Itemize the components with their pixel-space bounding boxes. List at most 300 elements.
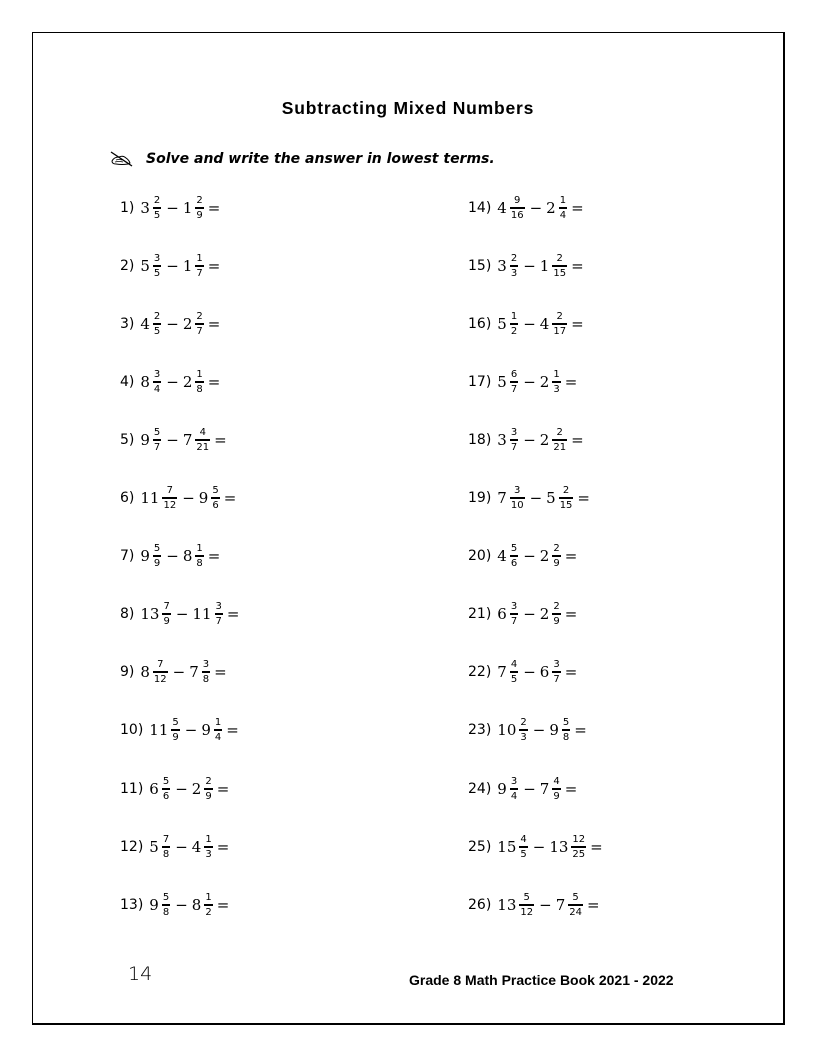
numerator: 5 bbox=[510, 543, 518, 554]
subtrahend-whole: 8 bbox=[182, 547, 193, 565]
fraction-bar bbox=[195, 207, 203, 209]
denominator: 25 bbox=[572, 849, 586, 860]
minuend-fraction bbox=[510, 427, 518, 453]
minuend-whole: 5 bbox=[497, 315, 507, 333]
minuend-fraction bbox=[162, 892, 170, 918]
minus-sign: − bbox=[166, 199, 179, 217]
subtrahend-whole: 7 bbox=[189, 663, 199, 681]
fraction-bar bbox=[552, 439, 567, 441]
numerator: 5 bbox=[162, 776, 170, 787]
denominator: 8 bbox=[196, 384, 203, 395]
fraction-bar bbox=[568, 904, 583, 906]
equals-sign: = bbox=[564, 373, 578, 391]
denominator: 9 bbox=[196, 210, 203, 221]
denominator: 8 bbox=[162, 849, 170, 860]
minus-sign: − bbox=[523, 315, 536, 333]
minuend-fraction bbox=[153, 659, 168, 685]
denominator: 7 bbox=[196, 268, 203, 279]
denominator: 3 bbox=[205, 849, 212, 860]
fraction-bar bbox=[153, 265, 161, 267]
minuend-fraction bbox=[153, 253, 161, 279]
numerator: 2 bbox=[556, 253, 563, 264]
problem-number: 26) bbox=[468, 897, 492, 913]
problem-12 bbox=[120, 827, 229, 867]
minuend-fraction bbox=[153, 543, 161, 569]
problem-19 bbox=[468, 478, 590, 518]
denominator: 12 bbox=[520, 907, 534, 918]
minus-sign: − bbox=[532, 838, 546, 856]
denominator: 2 bbox=[510, 326, 518, 337]
equals-sign: = bbox=[226, 721, 239, 739]
minus-sign: − bbox=[529, 489, 543, 507]
problem-number: 9) bbox=[120, 664, 135, 680]
numerator: 3 bbox=[215, 601, 222, 612]
equals-sign: = bbox=[207, 257, 221, 275]
fraction-bar bbox=[195, 555, 203, 557]
minus-sign: − bbox=[532, 721, 546, 739]
numerator: 2 bbox=[556, 427, 563, 438]
problem-number: 15) bbox=[468, 258, 492, 274]
problem-17 bbox=[468, 362, 577, 402]
problem-15 bbox=[468, 246, 584, 286]
numerator: 3 bbox=[153, 253, 161, 264]
problem-number: 23) bbox=[468, 722, 492, 738]
fraction-bar bbox=[211, 497, 219, 499]
problem-number: 22) bbox=[468, 664, 492, 680]
problem-9 bbox=[120, 652, 227, 692]
denominator: 4 bbox=[214, 732, 222, 743]
fraction-bar bbox=[552, 555, 560, 557]
fraction-bar bbox=[204, 904, 212, 906]
minus-sign: − bbox=[175, 896, 188, 914]
page-number: 14 bbox=[128, 963, 153, 985]
fraction-bar bbox=[552, 788, 560, 790]
minuend-fraction bbox=[510, 195, 525, 221]
minuend-fraction bbox=[510, 601, 518, 627]
equals-sign: = bbox=[564, 547, 578, 565]
problem-5 bbox=[120, 420, 227, 460]
page-border bbox=[32, 32, 785, 1025]
problem-number: 10) bbox=[120, 722, 144, 738]
minuend-whole: 3 bbox=[497, 257, 507, 275]
minuend-fraction bbox=[510, 369, 518, 395]
problem-number: 18) bbox=[468, 432, 492, 448]
equals-sign: = bbox=[214, 663, 227, 681]
instruction bbox=[108, 149, 495, 169]
subtrahend-fraction bbox=[214, 717, 222, 743]
numerator: 2 bbox=[553, 543, 560, 554]
problem-number: 16) bbox=[468, 316, 492, 332]
fraction-bar bbox=[571, 846, 586, 848]
subtrahend-fraction bbox=[552, 369, 560, 395]
numerator: 5 bbox=[162, 892, 170, 903]
problem-18 bbox=[468, 420, 584, 460]
denominator: 3 bbox=[553, 384, 560, 395]
problem-number: 13) bbox=[120, 897, 144, 913]
equals-sign: = bbox=[571, 199, 584, 217]
subtrahend-fraction bbox=[195, 195, 203, 221]
problem-14 bbox=[468, 188, 584, 228]
denominator: 9 bbox=[153, 558, 161, 569]
denominator: 4 bbox=[153, 384, 161, 395]
minuend-fraction bbox=[162, 834, 170, 860]
numerator: 7 bbox=[166, 485, 174, 496]
denominator: 17 bbox=[553, 326, 567, 337]
minus-sign: − bbox=[166, 257, 179, 275]
minus-sign: − bbox=[182, 489, 195, 507]
problem-number: 5) bbox=[120, 432, 135, 448]
minuend-whole: 9 bbox=[140, 431, 150, 449]
minuend-whole: 3 bbox=[140, 199, 150, 217]
denominator: 9 bbox=[163, 616, 170, 627]
minuend-fraction bbox=[171, 717, 179, 743]
denominator: 6 bbox=[510, 558, 518, 569]
denominator: 15 bbox=[553, 268, 567, 279]
numerator: 5 bbox=[212, 485, 219, 496]
numerator: 7 bbox=[157, 659, 164, 670]
equals-sign: = bbox=[216, 838, 230, 856]
fraction-bar bbox=[214, 729, 222, 731]
fraction-bar bbox=[195, 265, 203, 267]
subtrahend-whole: 8 bbox=[191, 896, 202, 914]
numerator: 3 bbox=[510, 776, 518, 787]
numerator: 2 bbox=[553, 601, 560, 612]
minuend-whole: 7 bbox=[497, 489, 507, 507]
denominator: 4 bbox=[559, 210, 567, 221]
minuend-whole: 11 bbox=[140, 489, 160, 507]
problem-1 bbox=[120, 188, 220, 228]
subtrahend-whole: 1 bbox=[539, 257, 550, 275]
subtrahend-fraction bbox=[195, 427, 210, 453]
denominator: 8 bbox=[202, 674, 210, 685]
minuend-whole: 11 bbox=[149, 721, 169, 739]
minus-sign: − bbox=[539, 896, 552, 914]
subtrahend-fraction bbox=[195, 543, 203, 569]
fraction-bar bbox=[153, 381, 161, 383]
minuend-whole: 4 bbox=[497, 547, 507, 565]
minuend-whole: 9 bbox=[140, 547, 150, 565]
minuend-whole: 9 bbox=[497, 780, 507, 798]
subtrahend-fraction bbox=[552, 253, 567, 279]
numerator: 5 bbox=[172, 717, 179, 728]
subtrahend-fraction bbox=[195, 253, 203, 279]
minuend-fraction bbox=[162, 485, 177, 511]
denominator: 7 bbox=[196, 326, 203, 337]
subtrahend-whole: 9 bbox=[549, 721, 559, 739]
minuend-fraction bbox=[510, 311, 518, 337]
equals-sign: = bbox=[223, 489, 237, 507]
equals-sign: = bbox=[564, 605, 578, 623]
problem-number: 25) bbox=[468, 839, 492, 855]
numerator: 1 bbox=[214, 717, 222, 728]
minuend-fraction bbox=[153, 427, 161, 453]
subtrahend-fraction bbox=[559, 195, 567, 221]
problem-number: 6) bbox=[120, 490, 135, 506]
subtrahend-whole: 1 bbox=[182, 199, 193, 217]
minuend-whole: 4 bbox=[497, 199, 507, 217]
subtrahend-fraction bbox=[552, 776, 560, 802]
fraction-bar bbox=[510, 323, 518, 325]
subtrahend-fraction bbox=[204, 892, 212, 918]
problem-number: 21) bbox=[468, 606, 492, 622]
minuend-fraction bbox=[510, 543, 518, 569]
denominator: 12 bbox=[163, 500, 177, 511]
equals-sign: = bbox=[216, 896, 230, 914]
denominator: 9 bbox=[553, 558, 560, 569]
numerator: 5 bbox=[523, 892, 530, 903]
problem-number: 12) bbox=[120, 839, 144, 855]
fraction-bar bbox=[510, 207, 525, 209]
equals-sign: = bbox=[564, 663, 578, 681]
minuend-fraction bbox=[519, 717, 527, 743]
denominator: 16 bbox=[510, 210, 524, 221]
numerator: 3 bbox=[510, 601, 518, 612]
denominator: 6 bbox=[212, 500, 219, 511]
subtrahend-fraction bbox=[195, 311, 203, 337]
problem-6 bbox=[120, 478, 236, 518]
denominator: 15 bbox=[559, 500, 573, 511]
fraction-bar bbox=[552, 381, 560, 383]
instruction-text: Solve and write the answer in lowest terms. bbox=[146, 151, 495, 167]
numerator: 5 bbox=[153, 427, 161, 438]
numerator: 2 bbox=[510, 253, 518, 264]
subtrahend-fraction bbox=[204, 834, 212, 860]
subtrahend-whole: 4 bbox=[539, 315, 550, 333]
subtrahend-whole: 2 bbox=[539, 605, 550, 623]
denominator: 5 bbox=[510, 674, 518, 685]
subtrahend-whole: 2 bbox=[191, 780, 202, 798]
minus-sign: − bbox=[523, 780, 536, 798]
problem-number: 1) bbox=[120, 200, 135, 216]
numerator: 5 bbox=[572, 892, 579, 903]
problem-21 bbox=[468, 594, 577, 634]
numerator: 6 bbox=[510, 369, 518, 380]
numerator: 1 bbox=[196, 543, 203, 554]
minus-sign: − bbox=[175, 838, 188, 856]
fraction-bar bbox=[559, 207, 567, 209]
minuend-whole: 6 bbox=[497, 605, 507, 623]
problem-number: 14) bbox=[468, 200, 492, 216]
fraction-bar bbox=[162, 497, 177, 499]
fraction-bar bbox=[510, 497, 525, 499]
equals-sign: = bbox=[207, 373, 221, 391]
minuend-whole: 5 bbox=[140, 257, 150, 275]
numerator: 3 bbox=[553, 659, 560, 670]
numerator: 1 bbox=[559, 195, 567, 206]
minuend-whole: 8 bbox=[140, 373, 150, 391]
numerator: 3 bbox=[514, 485, 521, 496]
subtrahend-fraction bbox=[562, 717, 570, 743]
minuend-fraction bbox=[510, 659, 518, 685]
minus-sign: − bbox=[166, 431, 179, 449]
subtrahend-whole: 2 bbox=[182, 373, 193, 391]
fraction-bar bbox=[162, 846, 170, 848]
denominator: 6 bbox=[162, 791, 170, 802]
numerator: 2 bbox=[205, 776, 212, 787]
fraction-bar bbox=[204, 788, 212, 790]
fraction-bar bbox=[153, 323, 161, 325]
fraction-bar bbox=[153, 671, 168, 673]
minuend-fraction bbox=[510, 253, 518, 279]
subtrahend-whole: 11 bbox=[192, 605, 212, 623]
minuend-whole: 13 bbox=[140, 605, 160, 623]
equals-sign: = bbox=[571, 257, 584, 275]
subtrahend-whole: 9 bbox=[198, 489, 209, 507]
fraction-bar bbox=[510, 788, 518, 790]
denominator: 3 bbox=[510, 268, 518, 279]
fraction-bar bbox=[519, 846, 527, 848]
denominator: 8 bbox=[196, 558, 203, 569]
numerator: 7 bbox=[163, 601, 170, 612]
denominator: 9 bbox=[553, 791, 560, 802]
minuend-whole: 15 bbox=[497, 838, 517, 856]
problem-20 bbox=[468, 536, 577, 576]
numerator: 4 bbox=[553, 776, 560, 787]
fraction-bar bbox=[171, 729, 179, 731]
problem-number: 11) bbox=[120, 781, 144, 797]
denominator: 7 bbox=[553, 674, 560, 685]
fraction-bar bbox=[552, 671, 560, 673]
footer-book-title: Grade 8 Math Practice Book 2021 - 2022 bbox=[409, 972, 674, 988]
fraction-bar bbox=[162, 613, 170, 615]
fraction-bar bbox=[510, 439, 518, 441]
minuend-whole: 6 bbox=[149, 780, 159, 798]
equals-sign: = bbox=[214, 431, 227, 449]
fraction-bar bbox=[552, 323, 567, 325]
numerator: 2 bbox=[196, 311, 203, 322]
subtrahend-fraction bbox=[552, 543, 560, 569]
minuend-fraction bbox=[153, 311, 161, 337]
subtrahend-fraction bbox=[202, 659, 210, 685]
denominator: 24 bbox=[569, 907, 582, 918]
denominator: 21 bbox=[553, 442, 567, 453]
minuend-whole: 3 bbox=[497, 431, 507, 449]
minuend-whole: 5 bbox=[497, 373, 507, 391]
page-title: Subtracting Mixed Numbers bbox=[281, 98, 535, 118]
numerator: 3 bbox=[202, 659, 210, 670]
minuend-fraction bbox=[510, 485, 525, 511]
minuend-fraction bbox=[519, 892, 534, 918]
minuend-fraction bbox=[162, 601, 170, 627]
fraction-bar bbox=[162, 788, 170, 790]
denominator: 9 bbox=[553, 616, 560, 627]
denominator: 21 bbox=[196, 442, 210, 453]
problem-number: 17) bbox=[468, 374, 492, 390]
numerator: 2 bbox=[520, 717, 527, 728]
problem-22 bbox=[468, 652, 577, 692]
numerator: 2 bbox=[196, 195, 203, 206]
minus-sign: − bbox=[523, 373, 536, 391]
equals-sign: = bbox=[574, 721, 587, 739]
problem-11 bbox=[120, 769, 229, 809]
fraction-bar bbox=[519, 904, 534, 906]
subtrahend-fraction bbox=[552, 427, 567, 453]
numerator: 1 bbox=[553, 369, 560, 380]
minus-sign: − bbox=[529, 199, 543, 217]
fraction-bar bbox=[195, 323, 203, 325]
subtrahend-fraction bbox=[204, 776, 212, 802]
subtrahend-fraction bbox=[215, 601, 223, 627]
numerator: 3 bbox=[510, 427, 518, 438]
subtrahend-fraction bbox=[559, 485, 574, 511]
equals-sign: = bbox=[577, 489, 590, 507]
numerator: 7 bbox=[162, 834, 170, 845]
subtrahend-whole: 7 bbox=[539, 780, 550, 798]
minuend-whole: 4 bbox=[140, 315, 150, 333]
fraction-bar bbox=[510, 381, 518, 383]
problem-23 bbox=[468, 710, 587, 750]
fraction-bar bbox=[195, 381, 203, 383]
fraction-bar bbox=[204, 846, 212, 848]
subtrahend-whole: 9 bbox=[201, 721, 211, 739]
fraction-bar bbox=[510, 555, 518, 557]
denominator: 9 bbox=[172, 732, 179, 743]
subtrahend-fraction bbox=[195, 369, 203, 395]
problem-3 bbox=[120, 304, 220, 344]
numerator: 5 bbox=[562, 717, 570, 728]
problem-number: 2) bbox=[120, 258, 135, 274]
subtrahend-fraction bbox=[571, 834, 586, 860]
subtrahend-whole: 13 bbox=[549, 838, 569, 856]
equals-sign: = bbox=[216, 780, 230, 798]
fraction-bar bbox=[215, 613, 223, 615]
minuend-fraction bbox=[519, 834, 527, 860]
denominator: 10 bbox=[510, 500, 524, 511]
problem-number: 20) bbox=[468, 548, 492, 564]
subtrahend-whole: 2 bbox=[539, 373, 550, 391]
problem-13 bbox=[120, 885, 229, 925]
equals-sign: = bbox=[207, 315, 221, 333]
problem-number: 3) bbox=[120, 316, 135, 332]
numerator: 2 bbox=[562, 485, 570, 496]
minuend-whole: 9 bbox=[149, 896, 159, 914]
problem-25 bbox=[468, 827, 603, 867]
fraction-bar bbox=[153, 207, 161, 209]
problem-8 bbox=[120, 594, 239, 634]
numerator: 9 bbox=[514, 195, 521, 206]
minus-sign: − bbox=[172, 663, 186, 681]
equals-sign: = bbox=[571, 431, 584, 449]
minuend-fraction bbox=[153, 195, 161, 221]
minus-sign: − bbox=[166, 373, 179, 391]
minus-sign: − bbox=[523, 663, 536, 681]
minus-sign: − bbox=[523, 431, 536, 449]
minuend-whole: 7 bbox=[497, 663, 507, 681]
numerator: 4 bbox=[520, 834, 527, 845]
subtrahend-whole: 6 bbox=[539, 663, 550, 681]
minus-sign: − bbox=[523, 547, 536, 565]
fraction-bar bbox=[510, 265, 518, 267]
minuend-whole: 5 bbox=[149, 838, 159, 856]
numerator: 1 bbox=[205, 892, 212, 903]
denominator: 8 bbox=[562, 732, 570, 743]
denominator: 7 bbox=[215, 616, 222, 627]
numerator: 1 bbox=[196, 369, 203, 380]
denominator: 8 bbox=[162, 907, 170, 918]
equals-sign: = bbox=[226, 605, 240, 623]
denominator: 7 bbox=[153, 442, 161, 453]
subtrahend-whole: 2 bbox=[539, 431, 550, 449]
fraction-bar bbox=[202, 671, 210, 673]
numerator: 3 bbox=[153, 369, 161, 380]
minuend-fraction bbox=[153, 369, 161, 395]
subtrahend-fraction bbox=[568, 892, 583, 918]
problem-4 bbox=[120, 362, 220, 402]
minus-sign: − bbox=[523, 257, 536, 275]
denominator: 2 bbox=[205, 907, 212, 918]
equals-sign: = bbox=[207, 199, 221, 217]
fraction-bar bbox=[510, 671, 518, 673]
